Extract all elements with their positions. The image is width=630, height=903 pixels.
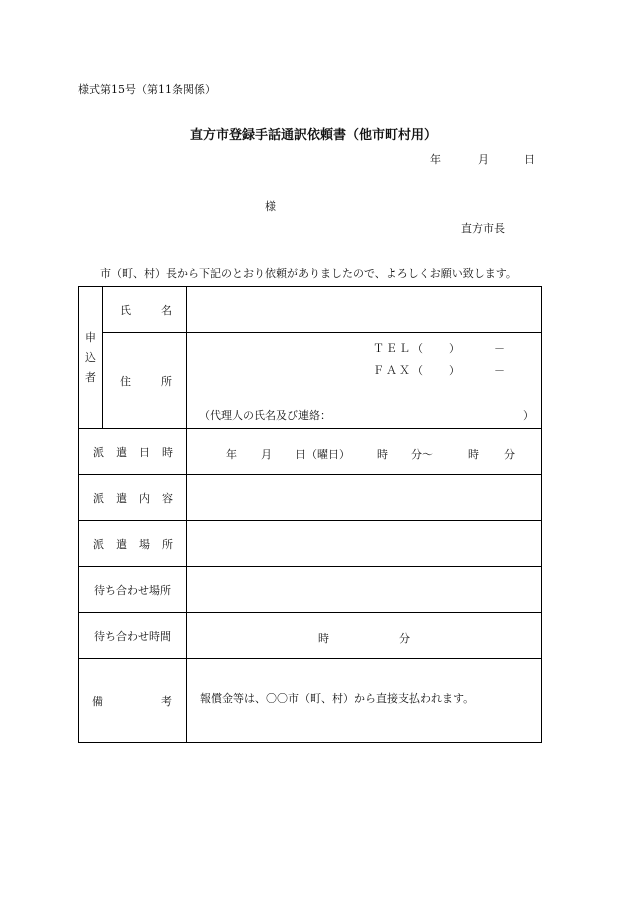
name-label-char: 名	[161, 303, 172, 317]
label-char: 内	[139, 491, 150, 505]
sender-name: 直方市長	[461, 222, 505, 235]
tel-label: ＴＥＬ（	[373, 342, 425, 355]
form-number: 様式第15号（第11条関係）	[78, 83, 216, 96]
dt-day: 日（曜日）	[295, 448, 350, 461]
dt-hour-to: 時	[468, 448, 479, 461]
address-label-char: 所	[161, 374, 172, 388]
remarks-label-cell	[79, 659, 187, 743]
meeting-place-label: 待ち合わせ場所	[94, 583, 171, 597]
date-day-label: 日	[524, 153, 535, 166]
intro-text: 市（町、村）長から下記のとおり依頼がありましたので、よろしくお願い致します。	[100, 267, 517, 280]
tel-dash: －	[494, 342, 505, 355]
dt-month: 月	[261, 448, 272, 461]
remarks-cell[interactable]	[187, 659, 542, 743]
applicant-category-char: 者	[85, 370, 96, 384]
address-label-cell	[103, 333, 187, 429]
dispatch-place-cell[interactable]	[187, 521, 542, 567]
remarks-text: 報償金等は、〇〇市（町、村）から直接支払われます。	[200, 692, 475, 705]
meeting-hour: 時	[318, 632, 329, 645]
label-char: 派	[93, 491, 104, 505]
label-char: 場	[139, 537, 150, 551]
name-label-char: 氏	[120, 303, 131, 317]
label-char: 派	[93, 537, 104, 551]
dispatch-place-label-cell	[79, 521, 187, 567]
label-char: 所	[162, 537, 173, 551]
applicant-category-cell	[79, 287, 103, 429]
name-input-cell[interactable]	[187, 287, 542, 333]
label-char: 遣	[116, 445, 127, 459]
dt-hour: 時	[377, 448, 388, 461]
date-month-label: 月	[478, 153, 489, 166]
address-input-cell[interactable]	[187, 333, 542, 429]
label-char: 派	[93, 445, 104, 459]
label-char: 日	[139, 445, 150, 459]
meeting-time-label-cell	[79, 613, 187, 659]
dispatch-datetime-label-cell	[79, 429, 187, 475]
meeting-time-label: 待ち合わせ時間	[94, 629, 171, 643]
dispatch-datetime-cell[interactable]	[187, 429, 542, 475]
dt-minute-to: 分	[504, 448, 515, 461]
fax-dash: －	[494, 364, 505, 377]
page-title: 直方市登録手話通訳依頼書（他市町村用）	[190, 128, 438, 143]
applicant-category-char: 込	[85, 350, 96, 364]
meeting-time-cell[interactable]	[187, 613, 542, 659]
label-char: 時	[162, 445, 173, 459]
meeting-place-cell[interactable]	[187, 567, 542, 613]
dispatch-content-label-cell	[79, 475, 187, 521]
dt-minute-from: 分～	[411, 448, 433, 461]
name-label-cell	[103, 287, 187, 333]
dt-year: 年	[226, 448, 237, 461]
request-form-table	[78, 286, 542, 743]
agent-note-close: ）	[523, 409, 534, 422]
meeting-minute: 分	[399, 632, 410, 645]
addressee-honorific: 様	[265, 200, 276, 213]
fax-label: ＦＡＸ（	[373, 364, 425, 377]
label-char: 遣	[116, 537, 127, 551]
remarks-label-char: 備	[92, 694, 103, 708]
address-label-char: 住	[120, 374, 131, 388]
agent-note: （代理人の氏名及び連絡：	[199, 409, 331, 422]
dispatch-content-cell[interactable]	[187, 475, 542, 521]
meeting-place-label-cell	[79, 567, 187, 613]
fax-close: ）	[449, 364, 460, 377]
remarks-label-char: 考	[161, 694, 172, 708]
applicant-category-char: 申	[85, 330, 96, 344]
label-char: 遣	[116, 491, 127, 505]
date-year-label: 年	[430, 153, 441, 166]
label-char: 容	[162, 491, 173, 505]
tel-close: ）	[449, 342, 460, 355]
